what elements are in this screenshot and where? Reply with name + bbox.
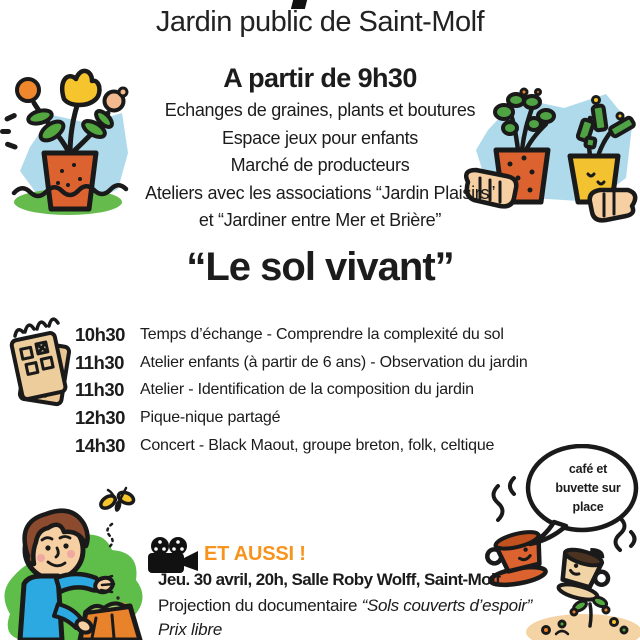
- start-time-heading: A partir de 9h30: [223, 63, 417, 93]
- bud: [571, 609, 577, 615]
- schedule-row: [75, 432, 528, 460]
- morning-activity: Echanges de graines, plants et boutures: [164, 100, 476, 120]
- also-heading: ET AUSSI !: [204, 543, 306, 565]
- bud: [603, 607, 609, 613]
- documentary-title: “Sols couverts d’espoir”: [361, 596, 533, 615]
- screening-venue-line: Jeu. 30 avril, 20h, Salle Roby Wolff, Saint-Molf: [158, 570, 501, 589]
- seed: [559, 621, 565, 627]
- seed: [611, 619, 618, 626]
- schedule-time: 10h30: [75, 323, 125, 345]
- butterfly-icon: [99, 488, 136, 513]
- screening-description-line: [158, 596, 532, 616]
- morning-activity: Marché de producteurs: [230, 155, 410, 175]
- bud: [617, 113, 623, 119]
- schedule-label: Atelier - Identification de la composition du jardin: [140, 381, 474, 399]
- seedling-illustration: [526, 596, 640, 640]
- theme-title: “Le sol vivant”: [186, 245, 454, 289]
- schedule-row: [75, 349, 528, 377]
- right-hand: [590, 190, 635, 220]
- schedule-time: 14h30: [75, 435, 125, 457]
- seed: [543, 627, 550, 634]
- schedule-time: 12h30: [75, 407, 125, 429]
- steam-left: [494, 478, 515, 520]
- schedule-label: Concert - Black Maout, groupe breton, folk, celtique: [140, 437, 495, 455]
- schedule-label: Temps d’échange - Comprendre la complexité du sol: [140, 325, 504, 343]
- pot: [44, 153, 96, 209]
- motion-dashes: [0, 112, 18, 150]
- sprout-stem: [590, 604, 591, 626]
- schedule-row: [75, 321, 528, 349]
- morning-activity: Ateliers avec les associations “Jardin Plaisirs” et “Jardiner entre Mer et Brière”: [145, 182, 495, 230]
- morning-activities-list: [136, 97, 504, 235]
- projection-prefix: Projection du documentaire: [158, 596, 362, 615]
- schedule-list: [75, 321, 528, 460]
- schedule-time: 11h30: [75, 351, 124, 373]
- bud: [593, 97, 600, 104]
- morning-activity: Espace jeux pour enfants: [222, 127, 418, 148]
- schedule-row: [75, 377, 528, 405]
- checklist-notepad-icon: [5, 316, 85, 422]
- seed: [621, 627, 627, 633]
- event-location: Jardin public de Saint-Molf: [155, 6, 485, 38]
- bubble-tail: [530, 522, 566, 544]
- front-sheet: [11, 332, 67, 400]
- schedule-time: 11h30: [75, 379, 124, 401]
- schedule-row: [75, 404, 528, 432]
- schedule-label: Pique-nique partagé: [140, 409, 281, 427]
- price-line: Prix libre: [158, 620, 223, 639]
- schedule-label: Atelier enfants (à partir de 6 ans) - Observation du jardin: [140, 353, 528, 371]
- speech-bubble-text: café et buvette sur place: [555, 462, 621, 514]
- gardener-illustration: [0, 486, 152, 640]
